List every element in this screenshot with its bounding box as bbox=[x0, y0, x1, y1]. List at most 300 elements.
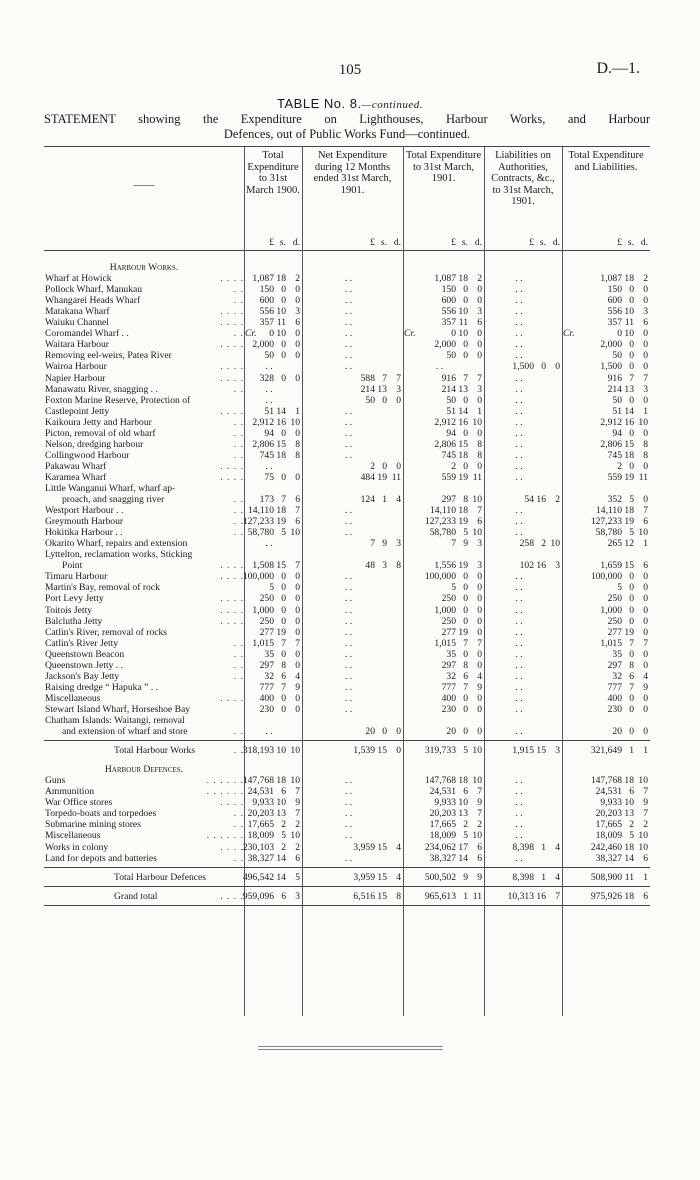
amount-cell bbox=[244, 505, 302, 516]
table-row bbox=[44, 786, 650, 797]
pence-value: 0 bbox=[295, 582, 300, 593]
shillings-value: 1 bbox=[382, 494, 387, 505]
pence-value: 7 bbox=[555, 891, 560, 902]
shillings-value: 0 bbox=[382, 395, 387, 406]
lsd-header-row bbox=[484, 238, 562, 249]
pounds-value: 32 bbox=[264, 671, 274, 682]
pence-value: 0 bbox=[643, 295, 648, 306]
pounds-value: 234,062 bbox=[424, 842, 456, 853]
amount-cell bbox=[244, 527, 302, 538]
table-row bbox=[44, 660, 650, 671]
shillings-value: 7 bbox=[629, 638, 634, 649]
pounds-value: 51 bbox=[264, 406, 274, 417]
shillings-value: 16 bbox=[536, 891, 546, 902]
empty-marker: . . bbox=[344, 853, 353, 864]
leader-dots: . . bbox=[233, 428, 244, 439]
amount-cell bbox=[403, 605, 484, 616]
shillings-value: 11 bbox=[458, 317, 468, 328]
pence-symbol: d. bbox=[474, 238, 482, 248]
pence-value: 2 bbox=[643, 819, 648, 830]
pounds-value: 20 bbox=[446, 726, 456, 737]
pounds-value: 777 bbox=[441, 682, 456, 693]
shillings-value: 0 bbox=[463, 693, 468, 704]
shillings-value: 15 bbox=[624, 560, 634, 571]
page-number: 105 bbox=[338, 62, 362, 78]
table-row bbox=[44, 775, 650, 786]
pounds-value: 32 bbox=[612, 671, 622, 682]
table-row bbox=[44, 797, 650, 808]
section-heading: Harbour Works. bbox=[109, 262, 179, 273]
pounds-value: 297 bbox=[441, 660, 456, 671]
amount-cell bbox=[244, 406, 302, 417]
amount-cell bbox=[484, 808, 562, 819]
pounds-value: 1,087 bbox=[600, 273, 622, 284]
pence-value: 2 bbox=[643, 273, 648, 284]
amount-cell bbox=[562, 853, 650, 864]
pounds-value: 1,000 bbox=[600, 605, 622, 616]
amount-cell bbox=[562, 808, 650, 819]
pounds-value: 556 bbox=[441, 306, 456, 317]
table-row bbox=[44, 627, 650, 638]
table-row bbox=[44, 605, 650, 616]
amount-cell bbox=[562, 872, 650, 883]
amount-cell bbox=[403, 406, 484, 417]
pounds-value: 400 bbox=[607, 693, 622, 704]
pence-value: 0 bbox=[295, 328, 300, 339]
shillings-value: 13 bbox=[624, 384, 634, 395]
leader-dots: . . . . bbox=[220, 472, 244, 483]
amount-cell bbox=[244, 295, 302, 306]
row-label: Total Harbour Works bbox=[114, 745, 195, 756]
shillings-symbol: s. bbox=[539, 238, 546, 248]
amount-cell bbox=[562, 593, 650, 604]
empty-marker: . . bbox=[515, 726, 523, 737]
amount-cell bbox=[244, 797, 302, 808]
pounds-value: 38,327 bbox=[429, 853, 456, 864]
amount-cell bbox=[302, 395, 403, 406]
pounds-value: 94 bbox=[446, 428, 456, 439]
shillings-value: 14 bbox=[458, 853, 468, 864]
amount-cell bbox=[562, 384, 650, 395]
empty-marker: . . bbox=[515, 306, 523, 317]
pence-value: 5 bbox=[295, 872, 300, 883]
pounds-value: 250 bbox=[259, 593, 274, 604]
pounds-value: 484 bbox=[360, 472, 375, 483]
amount-cell bbox=[562, 406, 650, 417]
pounds-value: 2,000 bbox=[252, 339, 274, 350]
pounds-value: 20,203 bbox=[247, 808, 274, 819]
pounds-value: 1,000 bbox=[434, 605, 456, 616]
amount-cell bbox=[484, 395, 562, 406]
shillings-value: 10 bbox=[276, 797, 286, 808]
shillings-value: 10 bbox=[276, 745, 286, 756]
pounds-value: 58,780 bbox=[247, 527, 274, 538]
pound-symbol: £ bbox=[370, 238, 375, 248]
pence-value: 7 bbox=[643, 808, 648, 819]
empty-marker: . . bbox=[265, 538, 273, 549]
pence-value: 9 bbox=[477, 872, 482, 883]
empty-marker: . . bbox=[344, 693, 353, 704]
pounds-value: 2 bbox=[617, 461, 622, 472]
empty-marker: . . bbox=[344, 682, 353, 693]
pounds-value: 50 bbox=[612, 395, 622, 406]
pence-value: 2 bbox=[295, 819, 300, 830]
shillings-value: 18 bbox=[276, 273, 286, 284]
amount-cell bbox=[244, 660, 302, 671]
pence-value: 0 bbox=[643, 571, 648, 582]
pence-value: 3 bbox=[555, 745, 560, 756]
amount-cell bbox=[302, 284, 403, 295]
shillings-value: 0 bbox=[629, 428, 634, 439]
pence-value: 7 bbox=[295, 786, 300, 797]
amount-cell bbox=[484, 450, 562, 461]
shillings-value: 0 bbox=[463, 726, 468, 737]
pounds-value: 588 bbox=[360, 373, 375, 384]
amount-cell bbox=[484, 560, 562, 571]
pence-value: 3 bbox=[477, 384, 482, 395]
amount-cell bbox=[403, 295, 484, 306]
amount-cell bbox=[244, 328, 302, 339]
shillings-value: 0 bbox=[463, 593, 468, 604]
amount-cell bbox=[302, 582, 403, 593]
empty-marker: . . bbox=[344, 339, 353, 350]
row-label: Chatham Islands: Waitangi, removal bbox=[45, 715, 185, 726]
amount-cell bbox=[302, 671, 403, 682]
pence-value: 10 bbox=[638, 527, 648, 538]
row-label: Manawatu River, snagging . . bbox=[45, 384, 158, 395]
amount-cell bbox=[562, 582, 650, 593]
empty-marker: . . bbox=[515, 786, 523, 797]
shillings-value: 1 bbox=[463, 891, 468, 902]
empty-marker: . . bbox=[515, 638, 523, 649]
pence-value: 3 bbox=[396, 538, 401, 549]
shillings-value: 14 bbox=[276, 872, 286, 883]
pence-value: 3 bbox=[643, 384, 648, 395]
pence-value: 7 bbox=[477, 786, 482, 797]
amount-cell bbox=[484, 516, 562, 527]
pence-value: 3 bbox=[555, 560, 560, 571]
empty-marker: . . bbox=[515, 428, 523, 439]
pence-value: 7 bbox=[643, 786, 648, 797]
shillings-value: 5 bbox=[463, 527, 468, 538]
pence-value: 11 bbox=[638, 472, 648, 483]
table-row bbox=[44, 339, 650, 350]
pence-value: 0 bbox=[477, 295, 482, 306]
pence-value: 9 bbox=[295, 797, 300, 808]
amount-cell bbox=[484, 693, 562, 704]
empty-marker: . . bbox=[344, 605, 353, 616]
shillings-value: 7 bbox=[629, 682, 634, 693]
amount-cell bbox=[562, 328, 650, 339]
shillings-value: 15 bbox=[624, 439, 634, 450]
pounds-value: 352 bbox=[607, 494, 622, 505]
empty-marker: . . bbox=[515, 682, 523, 693]
empty-marker: . . bbox=[344, 439, 353, 450]
shillings-value: 15 bbox=[377, 842, 387, 853]
pounds-value: 1,087 bbox=[252, 273, 274, 284]
pence-value: 0 bbox=[295, 616, 300, 627]
amount-cell bbox=[562, 428, 650, 439]
amount-cell bbox=[244, 638, 302, 649]
statement-line-2: Defences, out of Public Works Fund—continued. bbox=[223, 127, 471, 141]
amount-cell bbox=[562, 693, 650, 704]
pounds-value: 18,009 bbox=[429, 830, 456, 841]
amount-cell bbox=[302, 660, 403, 671]
leader-dots: . . . . bbox=[220, 693, 244, 704]
shillings-value: 13 bbox=[624, 808, 634, 819]
amount-cell bbox=[244, 745, 302, 756]
amount-cell bbox=[302, 361, 403, 372]
amount-cell bbox=[302, 726, 403, 737]
pence-value: 0 bbox=[477, 704, 482, 715]
shillings-value: 0 bbox=[463, 649, 468, 660]
pence-value: 10 bbox=[290, 775, 300, 786]
empty-marker: . . bbox=[515, 450, 523, 461]
amount-cell bbox=[244, 819, 302, 830]
empty-marker: . . bbox=[515, 571, 523, 582]
column-header: Net Expenditure during 12 Months ended 31st March, 1901. bbox=[313, 150, 392, 196]
amount-cell bbox=[244, 704, 302, 715]
shillings-value: 18 bbox=[276, 505, 286, 516]
pounds-value: 7 bbox=[370, 538, 375, 549]
pounds-value: 18,009 bbox=[595, 830, 622, 841]
amount-cell bbox=[403, 494, 484, 505]
table-top-rule bbox=[44, 146, 650, 147]
column-header: Liabilities on Authorities, Contracts, &c., to 31st March, 1901. bbox=[491, 150, 555, 207]
pence-value: 0 bbox=[643, 461, 648, 472]
table-row bbox=[44, 830, 650, 841]
pence-value: 3 bbox=[643, 306, 648, 317]
pence-value: 0 bbox=[396, 395, 401, 406]
amount-cell bbox=[484, 616, 562, 627]
pence-value: 6 bbox=[643, 516, 648, 527]
shillings-value: 17 bbox=[458, 842, 468, 853]
shillings-value: 6 bbox=[281, 786, 286, 797]
table-row bbox=[44, 649, 650, 660]
amount-cell bbox=[484, 819, 562, 830]
empty-marker: . . bbox=[265, 726, 273, 737]
amount-cell bbox=[403, 808, 484, 819]
pounds-value: 2,806 bbox=[252, 439, 274, 450]
pounds-value: 328 bbox=[259, 373, 274, 384]
amount-cell bbox=[484, 428, 562, 439]
amount-cell bbox=[244, 384, 302, 395]
pence-value: 0 bbox=[477, 726, 482, 737]
pence-value: 10 bbox=[638, 830, 648, 841]
amount-cell bbox=[302, 494, 403, 505]
pounds-value: 147,768 bbox=[590, 775, 622, 786]
pence-value: 0 bbox=[295, 660, 300, 671]
pounds-value: 58,780 bbox=[429, 527, 456, 538]
section-heading-row bbox=[44, 764, 650, 775]
empty-marker: . . bbox=[515, 373, 523, 384]
amount-cell bbox=[562, 373, 650, 384]
pounds-value: 1,556 bbox=[434, 560, 456, 571]
pence-value: 0 bbox=[643, 395, 648, 406]
lsd-header-row bbox=[244, 238, 302, 249]
amount-cell bbox=[562, 819, 650, 830]
pence-value: 1 bbox=[295, 406, 300, 417]
pounds-value: 559 bbox=[441, 472, 456, 483]
pence-value: 1 bbox=[643, 745, 648, 756]
pounds-value: 400 bbox=[259, 693, 274, 704]
amount-cell bbox=[562, 317, 650, 328]
row-label: Submarine mining stores bbox=[45, 819, 141, 830]
amount-cell bbox=[562, 417, 650, 428]
pounds-value: 250 bbox=[259, 616, 274, 627]
amount-cell bbox=[562, 745, 650, 756]
pence-value: 7 bbox=[477, 373, 482, 384]
amount-cell bbox=[562, 726, 650, 737]
table-row bbox=[44, 483, 650, 494]
shillings-value: 18 bbox=[624, 891, 634, 902]
shillings-value: 7 bbox=[463, 682, 468, 693]
pence-value: 0 bbox=[295, 693, 300, 704]
pence-symbol: d. bbox=[552, 238, 560, 248]
pence-value: 0 bbox=[295, 649, 300, 660]
amount-cell bbox=[302, 560, 403, 571]
pence-value: 0 bbox=[555, 361, 560, 372]
row-label: Toitois Jetty bbox=[45, 605, 93, 616]
pounds-value: 50 bbox=[612, 350, 622, 361]
amount-cell bbox=[302, 516, 403, 527]
amount-cell bbox=[562, 284, 650, 295]
pence-value: 2 bbox=[477, 273, 482, 284]
pence-value: 8 bbox=[643, 439, 648, 450]
shillings-value: 0 bbox=[281, 593, 286, 604]
pence-value: 8 bbox=[643, 450, 648, 461]
leader-dots: . . bbox=[233, 649, 244, 660]
amount-cell bbox=[403, 417, 484, 428]
shillings-value: 15 bbox=[377, 891, 387, 902]
amount-cell bbox=[562, 560, 650, 571]
amount-cell bbox=[484, 505, 562, 516]
shillings-value: 0 bbox=[629, 295, 634, 306]
pence-value: 0 bbox=[477, 328, 482, 339]
lsd-header-row bbox=[403, 238, 484, 249]
shillings-value: 11 bbox=[624, 317, 634, 328]
pence-value: 10 bbox=[472, 527, 482, 538]
pounds-value: 35 bbox=[612, 649, 622, 660]
row-label: Napier Harbour bbox=[45, 373, 106, 384]
empty-marker: . . bbox=[515, 704, 523, 715]
pence-value: 7 bbox=[643, 638, 648, 649]
pounds-value: 2,000 bbox=[434, 339, 456, 350]
amount-cell bbox=[403, 726, 484, 737]
pence-value: 6 bbox=[643, 317, 648, 328]
leader-dots: . . bbox=[233, 853, 244, 864]
row-label: Okarito Wharf, repairs and extension bbox=[45, 538, 188, 549]
amount-cell bbox=[403, 516, 484, 527]
empty-marker: . . bbox=[515, 593, 523, 604]
pounds-value: 230 bbox=[259, 704, 274, 715]
pence-value: 0 bbox=[477, 605, 482, 616]
amount-cell bbox=[403, 505, 484, 516]
shillings-value: 16 bbox=[458, 417, 468, 428]
row-label: Ammunition bbox=[45, 786, 95, 797]
credit-mark: Cr. bbox=[563, 328, 575, 339]
pence-value: 6 bbox=[643, 891, 648, 902]
table-row bbox=[44, 842, 650, 853]
pence-value: 3 bbox=[295, 891, 300, 902]
amount-cell bbox=[302, 461, 403, 472]
pence-value: 0 bbox=[643, 660, 648, 671]
row-label: Queenstown Beacon bbox=[45, 649, 125, 660]
total-row bbox=[44, 891, 650, 902]
column-header: Total Expenditure to 31st March 1900. bbox=[246, 150, 300, 196]
leader-dots: . . bbox=[233, 671, 244, 682]
amount-cell bbox=[302, 819, 403, 830]
shillings-value: 6 bbox=[463, 671, 468, 682]
pounds-value: 10,313 bbox=[507, 891, 534, 902]
pence-value: 9 bbox=[643, 682, 648, 693]
shillings-value: 7 bbox=[463, 638, 468, 649]
amount-cell bbox=[302, 797, 403, 808]
empty-marker: . . bbox=[344, 450, 353, 461]
pounds-value: 0 bbox=[451, 328, 456, 339]
amount-cell bbox=[302, 450, 403, 461]
pounds-value: 8,398 bbox=[512, 842, 534, 853]
empty-marker: . . bbox=[515, 527, 523, 538]
amount-cell bbox=[403, 339, 484, 350]
row-label: Stewart Island Wharf, Horseshoe Bay bbox=[45, 704, 191, 715]
pounds-value: 277 bbox=[259, 627, 274, 638]
pence-value: 0 bbox=[643, 582, 648, 593]
amount-cell bbox=[244, 417, 302, 428]
pence-value: 2 bbox=[295, 273, 300, 284]
amount-cell bbox=[484, 527, 562, 538]
row-label: Works in colony bbox=[45, 842, 109, 853]
shillings-value: 13 bbox=[276, 808, 286, 819]
pounds-value: 50 bbox=[365, 395, 375, 406]
amount-cell bbox=[484, 671, 562, 682]
table-row bbox=[44, 373, 650, 384]
pound-symbol: £ bbox=[529, 238, 534, 248]
amount-cell bbox=[403, 538, 484, 549]
row-label: Balclutha Jetty bbox=[45, 616, 103, 627]
table-row bbox=[44, 693, 650, 704]
shillings-value: 7 bbox=[281, 494, 286, 505]
leader-dots: . . bbox=[233, 328, 244, 339]
pounds-value: 496,542 bbox=[242, 872, 274, 883]
amount-cell bbox=[562, 649, 650, 660]
empty-marker: . . bbox=[344, 616, 353, 627]
row-label: Hokitika Harbour . . bbox=[45, 527, 123, 538]
amount-cell bbox=[484, 295, 562, 306]
pounds-value: 297 bbox=[259, 660, 274, 671]
row-label: Land for depots and batteries bbox=[45, 853, 157, 864]
shillings-value: 0 bbox=[629, 395, 634, 406]
empty-marker: . . bbox=[344, 406, 353, 417]
table-row bbox=[44, 273, 650, 284]
row-label: Point bbox=[62, 560, 83, 571]
shillings-value: 10 bbox=[276, 306, 286, 317]
leader-dots: . . . . bbox=[220, 891, 244, 902]
leader-dots: . . bbox=[233, 439, 244, 450]
pounds-value: 5 bbox=[269, 582, 274, 593]
pence-value: 1 bbox=[643, 406, 648, 417]
pence-value: 0 bbox=[643, 328, 648, 339]
shillings-value: 0 bbox=[463, 582, 468, 593]
shillings-value: 9 bbox=[463, 538, 468, 549]
pounds-value: 50 bbox=[446, 350, 456, 361]
total-row bbox=[44, 872, 650, 883]
amount-cell bbox=[484, 704, 562, 715]
table-row bbox=[44, 306, 650, 317]
pounds-value: 5 bbox=[451, 582, 456, 593]
table-row bbox=[44, 715, 650, 726]
pounds-value: 250 bbox=[607, 616, 622, 627]
